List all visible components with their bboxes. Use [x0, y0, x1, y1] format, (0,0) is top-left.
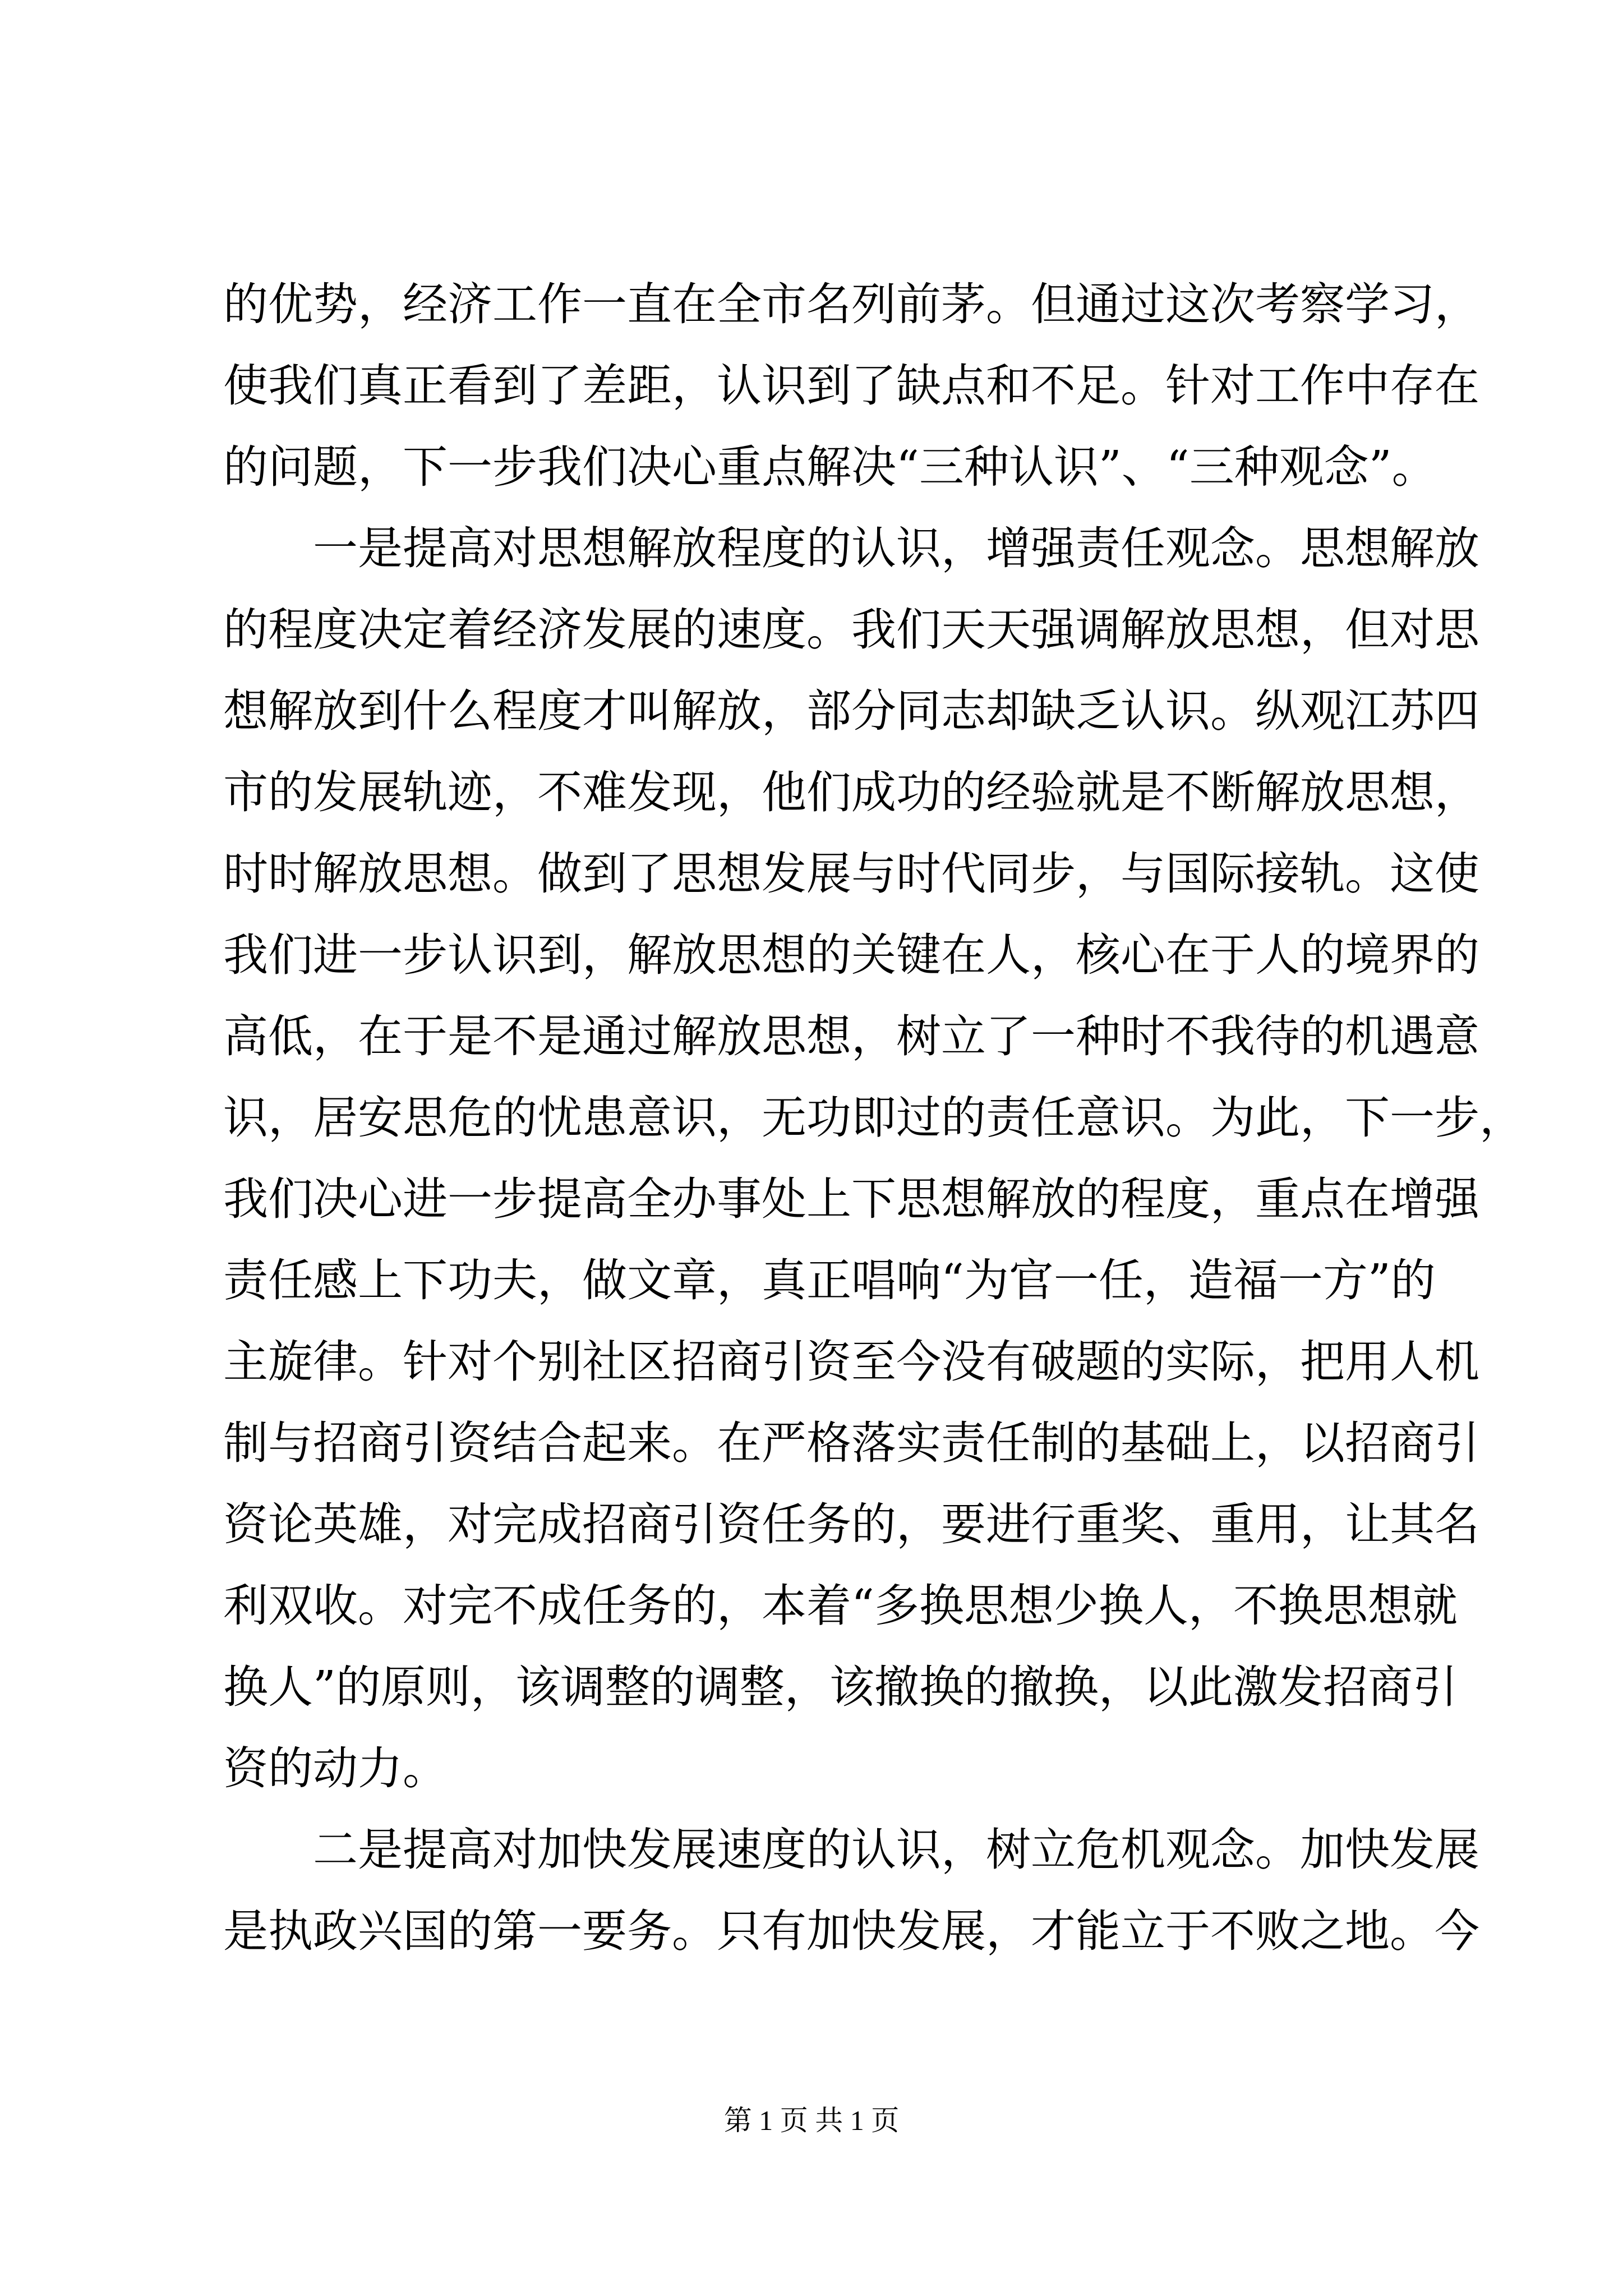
text-line: 责任感上下功夫，做文章，真正唱响“为官一任，造福一方”的 [223, 1254, 1436, 1306]
text-line: 换人”的原则，该调整的调整，该撤换的撤换，以此激发招商引 [223, 1661, 1458, 1713]
page-number-footer: 第 1 页 共 1 页 [723, 2105, 900, 2136]
paragraph-end-line: 资的动力。 [223, 1742, 448, 1795]
text-line: 我们决心进一步提高全办事处上下思想解放的程度，重点在增强 [223, 1173, 1479, 1225]
paragraph-start-line: 一是提高对思想解放程度的认识，增强责任观念。思想解放 [313, 522, 1479, 574]
text-line: 市的发展轨迹，不难发现，他们成功的经验就是不断解放思想， [223, 766, 1479, 818]
text-line: 的问题，下一步我们决心重点解决“三种认识”、“三种观念”。 [223, 441, 1437, 493]
text-line: 制与招商引资结合起来。在严格落实责任制的基础上，以招商引 [223, 1417, 1479, 1469]
text-line: 高低，在于是不是通过解放思想，树立了一种时不我待的机遇意 [223, 1010, 1479, 1062]
text-line: 时时解放思想。做到了思想发展与时代同步，与国际接轨。这使 [223, 848, 1479, 900]
document-body [223, 264, 1524, 1972]
text-line: 主旋律。针对个别社区招商引资至今没有破题的实际，把用人机 [223, 1336, 1479, 1388]
paragraph-start-line: 二是提高对加快发展速度的认识，树立危机观念。加快发展 [313, 1824, 1479, 1876]
text-line: 是执政兴国的第一要务。只有加快发展，才能立于不败之地。今 [223, 1905, 1479, 1957]
text-line: 我们进一步认识到，解放思想的关键在人，核心在于人的境界的 [223, 929, 1479, 981]
text-line: 利双收。对完不成任务的，本着“多换思想少换人，不换思想就 [223, 1580, 1458, 1632]
text-line: 的程度决定着经济发展的速度。我们天天强调解放思想，但对思 [223, 604, 1479, 656]
text-line: 资论英雄，对完成招商引资任务的，要进行重奖、重用，让其名 [223, 1498, 1479, 1550]
text-line: 使我们真正看到了差距，认识到了缺点和不足。针对工作中存在 [223, 360, 1479, 412]
text-line: 的优势，经济工作一直在全市名列前茅。但通过这次考察学习， [223, 278, 1479, 330]
text-line: 识，居安思危的忧患意识，无功即过的责任意识。为此，下一步， [223, 1092, 1524, 1144]
text-line: 想解放到什么程度才叫解放，部分同志却缺乏认识。纵观江苏四 [223, 685, 1479, 737]
